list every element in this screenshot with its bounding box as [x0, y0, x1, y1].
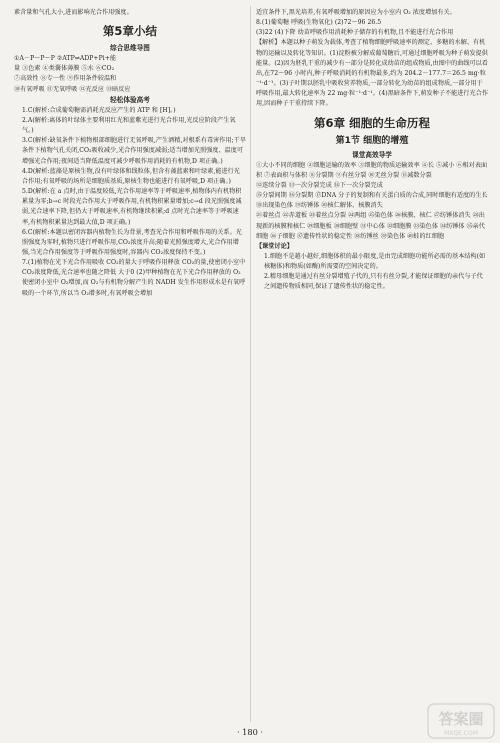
mind-map-title: 综合思维导图	[110, 44, 150, 53]
discussion-item: 2.精母细胞是通过有丝分裂增殖子代的,只有有丝分裂,才能保证细胞的亲代与子代之间遗传物质相同,保证了遗传性状的稳定性。	[264, 273, 483, 291]
exam-experience-title: 轻松体验高考	[110, 95, 150, 104]
continued-line: 适宜条件下,黑光培养,有氧呼吸增加的原因应为小室内 O₂ 浓度增加有关。	[256, 9, 456, 16]
map-line: ①A－P～P～P ②ATP⇌ADP+Pi+能	[14, 55, 117, 63]
column-divider	[250, 6, 251, 722]
left-column	[14, 8, 246, 299]
watermark-logo	[426, 700, 496, 742]
page-number: · 180 ·	[236, 727, 264, 737]
answer-item: 2.A(解析:离体的叶绿体主要利用红光和蓝紫光进行光合作用,光反应阶段产生氧气。)	[22, 116, 236, 135]
answer-points: ⑮分裂间期 ⑯分裂期 ⑰DNA 分子的复制和有关蛋白质的合成,同时细胞有适度的生长 ⑱出现染色体 ⑲纺锤体 ⑳核仁解体、核膜消失	[256, 192, 488, 210]
explanation-text: 【解析】本题以种子萌发为载体,考查了植物细胞呼吸速率的测定、多糖的水解、有机物的运输以及转化等知识。(1)淀粉被分解成葡萄糖后,可通过细胞呼吸为种子萌发提供能量。(2)因为胚乳干重的减少有一部分是转化成幼苗的组成物质,由图中的曲线可以看出,在72～96 小时内,种子呼吸消耗的有机物最多,约为 204.2－177.7＝26.5 mg·粒⁻¹·d⁻¹。(3)子叶期以胚乳中吸收营养物质,一部分转化为幼苗的组成物质,一部分用于呼吸作用,最大转化速率为 22 mg·粒⁻¹·d⁻¹。(4)黑暗条件下,萌发种子不能进行光合作用,因而种子干重持续下降。	[256, 39, 488, 108]
answer-points: ⑫连续分裂 ⑬一次分裂完成 ⑭下一次分裂完成	[256, 181, 383, 189]
chapter-6-title: 第6章 细胞的生命历程	[313, 115, 431, 130]
answer-item: 5.D(解析:在 a 点时,由于温度较低,光合作用速率等于呼吸速率,植物体内有机物积累量为零;b→c 时段光合作用大于呼吸作用,有机物积累量增加;c→d 段光照强度减弱,光合速率下降,但仍大于呼吸速率,有机物继续积累;d 点时光合速率等于呼吸速率,有机物积累量达到最大值,D 项正确。)	[22, 188, 242, 226]
right-column	[256, 8, 488, 293]
answer-item: 7.(1)植物在光下光合作用吸收 CO₂的量大于呼吸作用释放 CO₂的量,使密闭小室中 CO₂浓度降低,光合速率也随之降低 大于0 (2)甲种植物在光下光合作用释放的 O₂使密闭小室中 O₂增加,而 O₂与有机物分解产生的 NADH 发生作用形成水是有氧呼吸的一个环节,所以当 O₂增多时,有氧呼吸会增加	[22, 259, 246, 297]
discussion-heading: 【课堂讨论】	[256, 242, 293, 250]
answer-item: 6.C(解析:本题以密闭容器内植物生长为背景,考查光合作用和呼吸作用的关系。光照强度为零时,植物只进行呼吸作用,CO₂浓度升高;随着光照强度增大,光合作用增强,当光合作用强度等于呼吸作用强度时,容器内 CO₂浓度保持不变。)	[22, 228, 242, 256]
watermark-text: 答案圈	[438, 710, 484, 728]
answer-item: 4.D(解析:蓝藻是原核生物,没有叶绿体和线粒体,但含有藻蓝素和叶绿素,能进行光合作用;有氧呼吸的场所是细胞质基质,原核生物也能进行有氧呼吸,D 项正确。)	[22, 167, 240, 185]
map-line: 量 ③色素 ④类囊体薄膜 ⑤水 ⑥CO₂	[14, 65, 115, 73]
watermark-subtext: MXQE.COM	[444, 730, 478, 737]
intro-text: 素含量和气孔大小,进而影响光合作用强度。	[14, 9, 133, 16]
class-guide-title: 课堂高效导学	[352, 150, 392, 159]
discussion-item: 1.细胞不是越小越好,细胞体积的最小限度,是由完成细胞功能所必需的基本结构(如核糖体)和物质(如酶)所需要的空间决定的。	[264, 252, 486, 271]
map-line: ⑦高效性 ⑧专一性 ⑨作用条件较温和	[14, 75, 117, 83]
answer-line: (3)22 (4)下降 幼苗呼吸作用消耗种子储存的有机物,且不能进行光合作用	[256, 29, 454, 37]
answer-points: ①大小不同的细胞 ②细胞运输的效率 ③细胞的物质运输效率 ④长 ⑤减小 ⑥相对表面积 ⑦表面积与体积 ⑧分裂期 ⑨有丝分裂 ⑩无丝分裂 ⑪减数分裂	[256, 161, 488, 179]
answer-points: ㉑着丝点 ㉒赤道板 ㉓着丝点分裂 ㉔两组 ㉕染色体 ㉖核膜、核仁 ㉗纺锤体消失 ㉘出现新的核膜和核仁 ㉙细胞板 ㉚细胞壁 ㉛中心体 ㉜细胞膜 ㉝染色体 ㉞纺锤体 ㉟亲代细胞 ㊱子细胞 ㊲遗传性状的稳定性 ㊳纺锤丝 ㊴染色体 ㊵蛙的红细胞	[256, 212, 485, 240]
chapter-summary-title: 第5章小结	[102, 24, 158, 39]
section-title: 第1节 细胞的增殖	[335, 135, 409, 146]
answer-line: 8.(1)葡萄糖 呼吸(生物氧化) (2)72～96 26.5	[256, 19, 382, 27]
answer-item: 1.C(解析:合成葡萄糖需消耗光反应产生的 ATP 和 [H]。)	[22, 106, 176, 114]
map-line: ⑩有氧呼吸 ⑪无氧呼吸 ⑫光反应 ⑬暗反应	[14, 85, 131, 93]
answer-item: 3.C(解析:缺氧条件下植物根部细胞进行无氧呼吸,产生酒精,对根系有毒害作用;干旱条件下植物气孔关闭,CO₂吸收减少,光合作用强度减弱;适当增加光照强度、温度可增强光合作用;夜间适当降低温度可减少呼吸作用消耗的有机物,D 项正确。)	[22, 137, 246, 165]
